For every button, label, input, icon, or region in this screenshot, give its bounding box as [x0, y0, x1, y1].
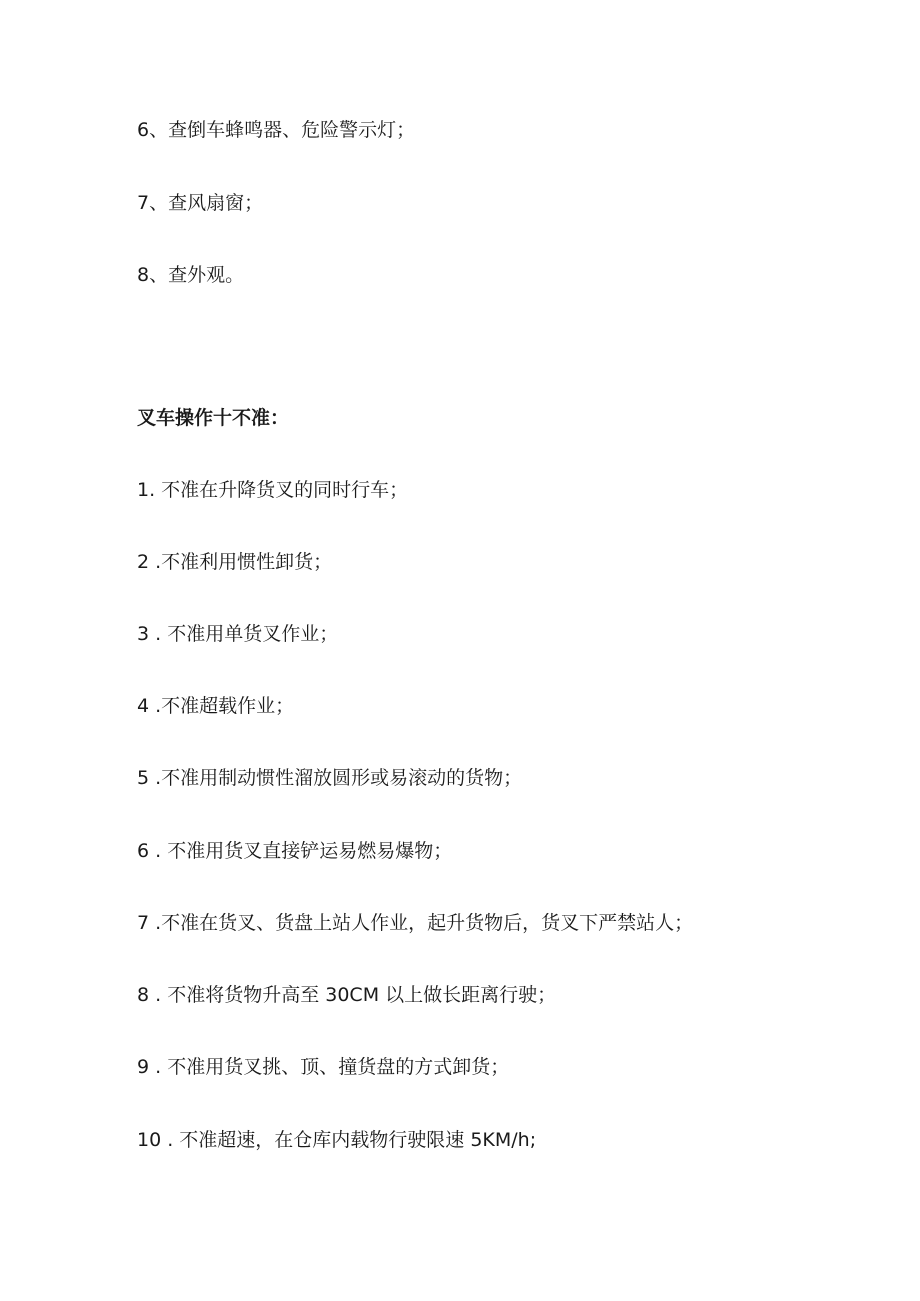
- check-item-6: 6、查倒车蜂鸣器、危险警示灯；: [137, 119, 416, 141]
- rule-item-1: 1. 不准在升降货叉的同时行车；: [137, 479, 409, 501]
- rule-item-10: 10 . 不准超速，在仓库内载物行驶限速 5KM/h;: [137, 1129, 537, 1151]
- rule-item-9: 9 . 不准用货叉挑、顶、撞货盘的方式卸货；: [137, 1056, 510, 1078]
- check-item-7: 7、查风扇窗；: [137, 192, 264, 214]
- rule-item-6: 6 . 不准用货叉直接铲运易燃易爆物；: [137, 840, 453, 862]
- rule-item-8: 8 . 不准将货物升高至 30CM 以上做长距离行驶；: [137, 984, 557, 1006]
- rule-item-3: 3 . 不准用单货叉作业；: [137, 623, 339, 645]
- rules-title: 叉车操作十不准：: [137, 407, 290, 429]
- rule-item-7: 7 .不准在货叉、货盘上站人作业，起升货物后，货叉下严禁站人；: [137, 912, 694, 934]
- check-item-8: 8、查外观。: [137, 264, 245, 286]
- rule-item-4: 4 .不准超载作业；: [137, 695, 295, 717]
- rule-item-5: 5 .不准用制动惯性溜放圆形或易滚动的货物；: [137, 767, 523, 789]
- rule-item-2: 2 .不准利用惯性卸货；: [137, 551, 333, 573]
